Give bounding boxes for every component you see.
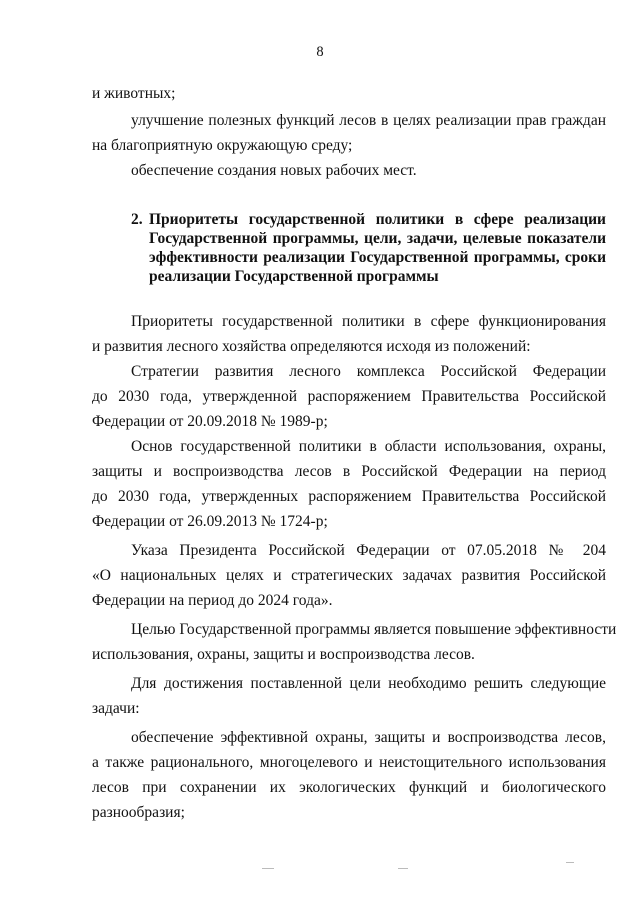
text-line: Приоритеты государственной политики в сфере функционирования [131, 313, 606, 330]
section-heading-line: эффективности реализации Государственной программы, сроки [149, 249, 606, 266]
section-heading-line: Государственной программы, цели, задачи, целевые показатели [149, 230, 606, 247]
text-line: Целью Государственной программы является повышение эффективности [131, 621, 617, 638]
text-line: улучшение полезных функций лесов в целях реализации прав граждан [131, 112, 606, 129]
text-line: Для достижения поставленной цели необходимо решить следующие [131, 675, 606, 692]
text-line: обеспечение эффективной охраны, защиты и воспроизводства лесов, [131, 729, 606, 746]
text-line: обеспечение создания новых рабочих мест. [131, 162, 417, 179]
page-number: 8 [316, 44, 324, 60]
text-line: «О национальных целях и стратегических задачах развития Российской [92, 567, 606, 584]
text-line: Указа Президента Российской Федерации от 07.05.2018 № 204 [131, 542, 606, 559]
text-line: лесов при сохранении их экологических функций и биологического [92, 779, 606, 796]
text-line: Основ государственной политики в области использования, охраны, [131, 438, 606, 455]
text-line: до 2030 года, утвержденных распоряжением Правительства Российской [92, 488, 606, 505]
text-line: и животных; [92, 85, 176, 102]
scan-artifact [398, 868, 408, 869]
text-line: до 2030 года, утвержденной распоряжением Правительства Российской [92, 388, 606, 405]
text-line: и развития лесного хозяйства определяются исходя из положений: [92, 338, 531, 355]
text-line: Федерации от 20.09.2018 № 1989-р; [92, 413, 328, 430]
text-line: на благоприятную окружающую среду; [92, 137, 353, 154]
text-line: Федерации от 26.09.2013 № 1724-р; [92, 513, 328, 530]
text-line: использования, охраны, защиты и воспроизводства лесов. [92, 646, 475, 663]
scan-artifact [262, 868, 274, 869]
text-line: защиты и воспроизводства лесов в Российской Федерации на период [92, 463, 606, 480]
text-line: Федерации на период до 2024 года». [92, 592, 333, 609]
text-line: задачи: [92, 700, 140, 717]
section-heading-line: Приоритеты государственной политики в сфере реализации [149, 211, 606, 228]
text-line: Стратегии развития лесного комплекса Российской Федерации [131, 363, 606, 380]
section-heading-line: реализации Государственной программы [149, 268, 439, 285]
text-line: разнообразия; [92, 804, 185, 821]
section-number: 2. [131, 211, 143, 228]
text-line: а также рационального, многоцелевого и неистощительного использования [92, 754, 606, 771]
scan-artifact [566, 862, 574, 863]
